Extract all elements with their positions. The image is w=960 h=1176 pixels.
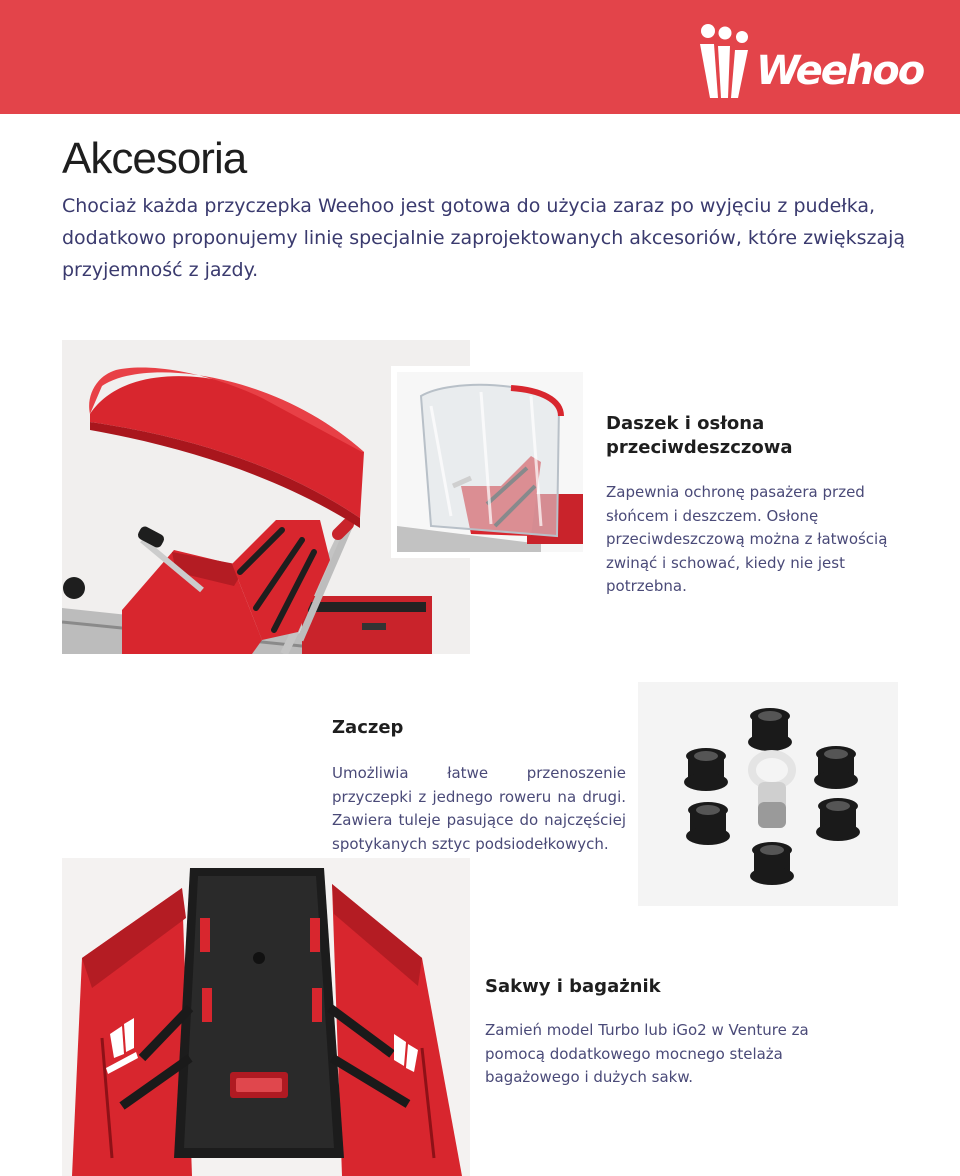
intro-text: Chociaż każda przyczepka Weehoo jest gotowa do użycia zaraz po wyjęciu z pudełka, dodatkowo proponujemy linię specjalnie zaprojektowanych akcesoriów, które zwiększają przyjemność z jazdy. xyxy=(62,195,906,281)
canopy-heading: Daszek i osłona przeciwdeszczowa xyxy=(606,413,793,458)
bags-description: Zamień model Turbo lub iGo2 w Venture za pomocą dodatkowego mocnego stelaża bagażowego i dużych sakw. xyxy=(485,1021,809,1086)
rain-cover-photo xyxy=(391,366,589,558)
weehoo-logo-icon xyxy=(698,22,758,104)
weehoo-logo xyxy=(698,22,924,104)
hitch-heading: Zaczep xyxy=(332,717,404,738)
bags-photo xyxy=(62,858,470,1176)
hitch-description: Umożliwia łatwe przenoszenie przyczepki z jednego roweru na drugi. Zawiera tuleje pasujące do najczęściej spotykanych sztyc podsiodełkowych. xyxy=(332,764,626,853)
canopy-description: Zapewnia ochronę pasażera przed słońcem i deszczem. Osłonę przeciwdeszczową można z łatwością zwinąć i schować, kiedy nie jest potrzebna. xyxy=(606,483,888,595)
page-title: Akcesoria xyxy=(62,134,247,183)
hitch-photo xyxy=(638,682,898,906)
brand-name: Weehoo xyxy=(756,48,924,94)
bags-heading: Sakwy i bagażnik xyxy=(485,976,661,997)
